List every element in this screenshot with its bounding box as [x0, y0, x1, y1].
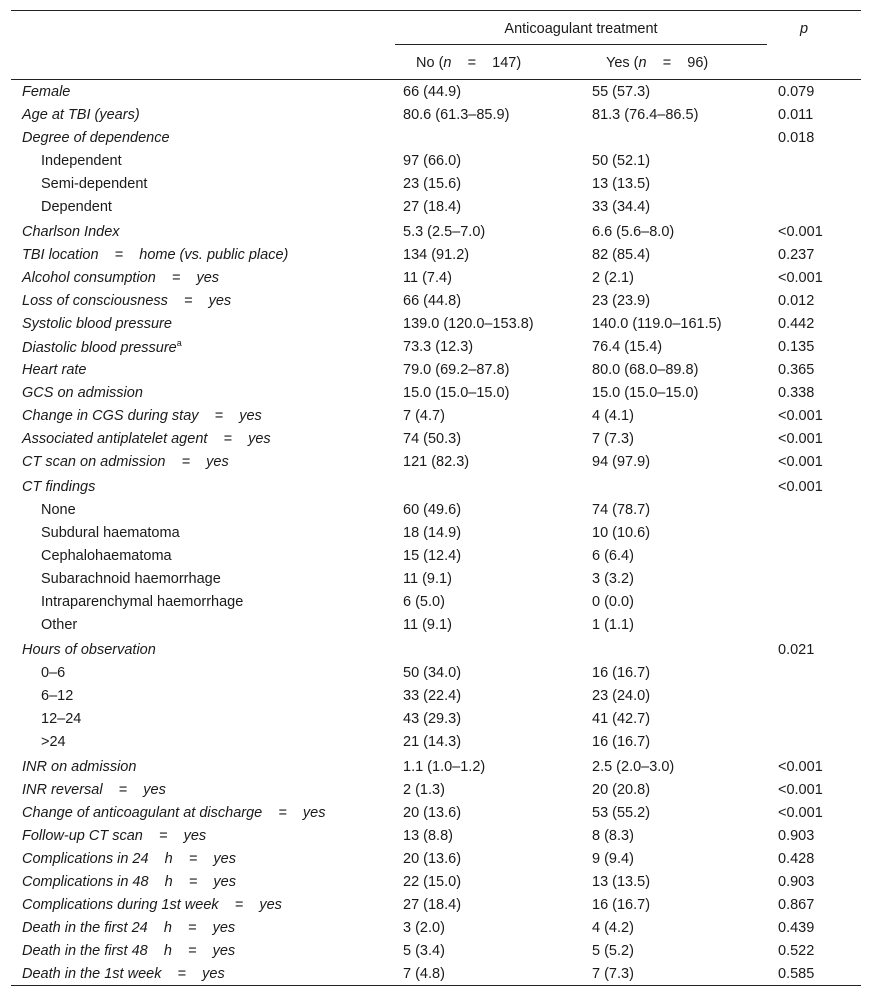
- yes-value: 80.0 (68.0–89.8): [592, 361, 699, 378]
- no-value: 7 (4.8): [403, 965, 445, 982]
- no-value: 5 (3.4): [403, 942, 445, 959]
- yes-value: 23 (24.0): [592, 687, 651, 704]
- p-value: 0.867: [778, 896, 815, 913]
- row-label: Diastolic blood pressure$^a$: [22, 337, 182, 356]
- p-value: [768, 149, 861, 172]
- p-value: 0.237: [778, 246, 815, 263]
- row-label: INR reversal = yes: [22, 781, 166, 798]
- table-row: [11, 195, 861, 218]
- table-row: [11, 172, 861, 195]
- table-row: [11, 730, 861, 753]
- row-label: Dependent: [41, 198, 112, 215]
- table-row: [11, 427, 861, 450]
- yes-value: 53 (55.2): [592, 804, 651, 821]
- row-label: CT scan on admission = yes: [22, 453, 229, 470]
- table-row: [11, 126, 861, 149]
- p-value: <0.001: [778, 453, 823, 470]
- row-label: Loss of consciousness = yes: [22, 292, 232, 309]
- row-label: Associated antiplatelet agent = yes: [22, 430, 271, 447]
- no-value: 20 (13.6): [403, 850, 462, 867]
- subheader-p-empty-cell: [768, 47, 861, 80]
- no-value: 73.3 (12.3): [403, 338, 474, 355]
- no-value: 27 (18.4): [403, 198, 462, 215]
- table-row: [11, 450, 861, 473]
- table-container: [11, 10, 861, 986]
- yes-value: 16 (16.7): [592, 896, 651, 913]
- yes-value: 7 (7.3): [592, 430, 634, 447]
- row-label: Semi-dependent: [41, 175, 148, 192]
- no-value: 1.1 (1.0–1.2): [403, 758, 486, 775]
- row-label: Heart rate: [22, 361, 87, 378]
- p-value: <0.001: [778, 269, 823, 286]
- row-label: None: [41, 501, 76, 518]
- p-value: <0.001: [778, 781, 823, 798]
- no-value: 2 (1.3): [403, 781, 445, 798]
- table-row: [11, 335, 861, 358]
- row-label: 6–12: [41, 687, 74, 704]
- yes-value: 16 (16.7): [592, 664, 651, 681]
- yes-value: 13 (13.5): [592, 873, 651, 890]
- row-label: TBI location = home (vs. public place): [22, 246, 289, 263]
- no-value: 66 (44.9): [403, 83, 462, 100]
- row-label: Other: [41, 616, 78, 633]
- no-value: 97 (66.0): [403, 152, 462, 169]
- row-label: Subarachnoid haemorrhage: [41, 570, 221, 587]
- yes-value: 2.5 (2.0–3.0): [592, 758, 675, 775]
- yes-value: 16 (16.7): [592, 733, 651, 750]
- yes-value: 6 (6.4): [592, 547, 634, 564]
- no-value: 21 (14.3): [403, 733, 462, 750]
- p-value-header: p: [800, 21, 809, 37]
- p-value: [768, 544, 861, 567]
- p-value: [768, 498, 861, 521]
- row-label: Age at TBI (years): [22, 106, 140, 123]
- p-value: 0.585: [778, 965, 815, 982]
- yes-value: 6.6 (5.6–8.0): [592, 223, 675, 240]
- table-row: [11, 824, 861, 847]
- no-value: 43 (29.3): [403, 710, 462, 727]
- p-value: [768, 730, 861, 753]
- p-value: [768, 590, 861, 613]
- table-row: [11, 289, 861, 312]
- p-value: 0.522: [778, 942, 815, 959]
- no-value: 134 (91.2): [403, 246, 470, 263]
- row-label: Complications in 48 h = yes: [22, 873, 236, 890]
- no-value: 80.6 (61.3–85.9): [403, 106, 510, 123]
- row-label: Death in the first 48 h = yes: [22, 942, 236, 959]
- table-row: [11, 266, 861, 289]
- yes-value: 8 (8.3): [592, 827, 634, 844]
- no-value: 20 (13.6): [403, 804, 462, 821]
- table-row: [11, 661, 861, 684]
- yes-value: 3 (3.2): [592, 570, 634, 587]
- table-row: [11, 473, 861, 498]
- yes-value: 9 (9.4): [592, 850, 634, 867]
- table-header: [11, 11, 861, 80]
- p-value: <0.001: [778, 430, 823, 447]
- no-value: 23 (15.6): [403, 175, 462, 192]
- table-row: [11, 962, 861, 986]
- p-value: <0.001: [778, 407, 823, 424]
- yes-value: 10 (10.6): [592, 524, 651, 541]
- table-row: [11, 753, 861, 778]
- p-value: <0.001: [778, 758, 823, 775]
- p-value: [768, 661, 861, 684]
- table-row: [11, 381, 861, 404]
- table-row: [11, 847, 861, 870]
- row-label: Alcohol consumption = yes: [22, 269, 220, 286]
- yes-value: 50 (52.1): [592, 152, 651, 169]
- row-label: Change of anticoagulant at discharge = yes: [22, 804, 326, 821]
- no-column-header: No (n = 147): [416, 55, 522, 71]
- row-label: Degree of dependence: [22, 129, 170, 146]
- row-label: Intraparenchymal haemorrhage: [41, 593, 244, 610]
- no-value: 11 (7.4): [403, 269, 452, 286]
- row-label: Systolic blood pressure: [22, 315, 172, 332]
- yes-value: [578, 126, 768, 149]
- row-label: Death in the first 24 h = yes: [22, 919, 236, 936]
- yes-value: 20 (20.8): [592, 781, 651, 798]
- no-value: [384, 473, 578, 498]
- table-row: [11, 801, 861, 824]
- table-body: [11, 80, 861, 986]
- p-value: 0.338: [778, 384, 815, 401]
- p-value: 0.365: [778, 361, 815, 378]
- group-header: [384, 11, 768, 48]
- no-value: 11 (9.1): [403, 616, 452, 633]
- p-value: [768, 172, 861, 195]
- footnote-marker: a: [176, 337, 182, 348]
- yes-value: [578, 636, 768, 661]
- row-label: Subdural haematoma: [41, 524, 180, 541]
- no-value: 66 (44.8): [403, 292, 462, 309]
- p-value: <0.001: [778, 804, 823, 821]
- table-row: [11, 567, 861, 590]
- yes-column-header: Yes (n = 96): [606, 55, 709, 71]
- row-label: Follow-up CT scan = yes: [22, 827, 207, 844]
- p-value: 0.012: [778, 292, 815, 309]
- header-empty-cell: [11, 11, 384, 48]
- p-value: 0.903: [778, 873, 815, 890]
- table-row: [11, 590, 861, 613]
- table-row: [11, 243, 861, 266]
- no-value: 13 (8.8): [403, 827, 453, 844]
- no-value: 139.0 (120.0–153.8): [403, 315, 534, 332]
- table-row: [11, 939, 861, 962]
- yes-value: 41 (42.7): [592, 710, 651, 727]
- table-row: [11, 778, 861, 801]
- row-label: GCS on admission: [22, 384, 143, 401]
- table-row: [11, 613, 861, 636]
- yes-value: 13 (13.5): [592, 175, 651, 192]
- yes-value: [578, 473, 768, 498]
- no-value: 11 (9.1): [403, 570, 452, 587]
- yes-value: 7 (7.3): [592, 965, 634, 982]
- row-label: >24: [41, 733, 66, 750]
- no-value: 15 (12.4): [403, 547, 462, 564]
- p-value: <0.001: [778, 223, 823, 240]
- row-label: Change in CGS during stay = yes: [22, 407, 262, 424]
- no-value: 79.0 (69.2–87.8): [403, 361, 510, 378]
- yes-value: 140.0 (119.0–161.5): [592, 315, 722, 332]
- row-label: Female: [22, 83, 71, 100]
- no-value: 33 (22.4): [403, 687, 462, 704]
- p-value: [768, 684, 861, 707]
- row-label: 12–24: [41, 710, 82, 727]
- yes-value: 0 (0.0): [592, 593, 634, 610]
- row-label: Complications during 1st week = yes: [22, 896, 282, 913]
- yes-value: 2 (2.1): [592, 269, 634, 286]
- p-value: [768, 521, 861, 544]
- table-row: [11, 636, 861, 661]
- table-row: [11, 80, 861, 104]
- table-row: [11, 684, 861, 707]
- no-value: 22 (15.0): [403, 873, 462, 890]
- p-value: [768, 707, 861, 730]
- p-value: 0.439: [778, 919, 815, 936]
- table-row: [11, 916, 861, 939]
- no-value: 6 (5.0): [403, 593, 445, 610]
- yes-value: 76.4 (15.4): [592, 338, 663, 355]
- p-value: 0.079: [778, 83, 815, 100]
- no-value: [384, 126, 578, 149]
- row-label: CT findings: [22, 478, 96, 495]
- table-row: [11, 870, 861, 893]
- p-value: 0.428: [778, 850, 815, 867]
- no-value: 27 (18.4): [403, 896, 462, 913]
- p-value: <0.001: [778, 478, 823, 495]
- p-value: [768, 567, 861, 590]
- yes-value: 4 (4.2): [592, 919, 634, 936]
- row-label: Cephalohaematoma: [41, 547, 172, 564]
- yes-value: 23 (23.9): [592, 292, 651, 309]
- yes-value: 55 (57.3): [592, 83, 651, 100]
- no-value: 5.3 (2.5–7.0): [403, 223, 486, 240]
- anticoagulant-comparison-table: [11, 10, 861, 986]
- no-value: 18 (14.9): [403, 524, 462, 541]
- yes-value: 94 (97.9): [592, 453, 651, 470]
- subheader-empty-cell: [11, 47, 384, 80]
- p-value: 0.135: [778, 338, 815, 355]
- table-row: [11, 149, 861, 172]
- no-value: 7 (4.7): [403, 407, 445, 424]
- p-value: [768, 195, 861, 218]
- no-value: 121 (82.3): [403, 453, 470, 470]
- no-value: 50 (34.0): [403, 664, 462, 681]
- row-label: 0–6: [41, 664, 66, 681]
- p-value: [768, 613, 861, 636]
- yes-value: 81.3 (76.4–86.5): [592, 106, 699, 123]
- no-value: 3 (2.0): [403, 919, 445, 936]
- row-label: Charlson Index: [22, 223, 120, 240]
- no-value: [384, 636, 578, 661]
- table-row: [11, 358, 861, 381]
- no-value: 74 (50.3): [403, 430, 462, 447]
- table-row: [11, 103, 861, 126]
- p-value: 0.442: [778, 315, 815, 332]
- table-row: [11, 218, 861, 243]
- row-label: INR on admission: [22, 758, 137, 775]
- yes-value: 33 (34.4): [592, 198, 651, 215]
- row-label: Complications in 24 h = yes: [22, 850, 236, 867]
- no-value: 60 (49.6): [403, 501, 462, 518]
- table-row: [11, 707, 861, 730]
- yes-value: 15.0 (15.0–15.0): [592, 384, 699, 401]
- p-value: 0.011: [778, 106, 814, 123]
- table-row: [11, 404, 861, 427]
- p-value: 0.021: [778, 641, 815, 658]
- row-label: Death in the 1st week = yes: [22, 965, 225, 982]
- table-row: [11, 498, 861, 521]
- yes-value: 1 (1.1): [592, 616, 634, 633]
- yes-value: 5 (5.2): [592, 942, 634, 959]
- table-row: [11, 521, 861, 544]
- no-value: 15.0 (15.0–15.0): [403, 384, 510, 401]
- row-label: Hours of observation: [22, 641, 156, 658]
- row-label: Independent: [41, 152, 122, 169]
- yes-value: 82 (85.4): [592, 246, 651, 263]
- table-row: [11, 544, 861, 567]
- table-row: [11, 312, 861, 335]
- yes-value: 74 (78.7): [592, 501, 651, 518]
- p-value: 0.018: [778, 129, 815, 146]
- table-row: [11, 893, 861, 916]
- group-header-label: Anticoagulant treatment: [395, 14, 767, 45]
- p-value: 0.903: [778, 827, 815, 844]
- yes-value: 4 (4.1): [592, 407, 634, 424]
